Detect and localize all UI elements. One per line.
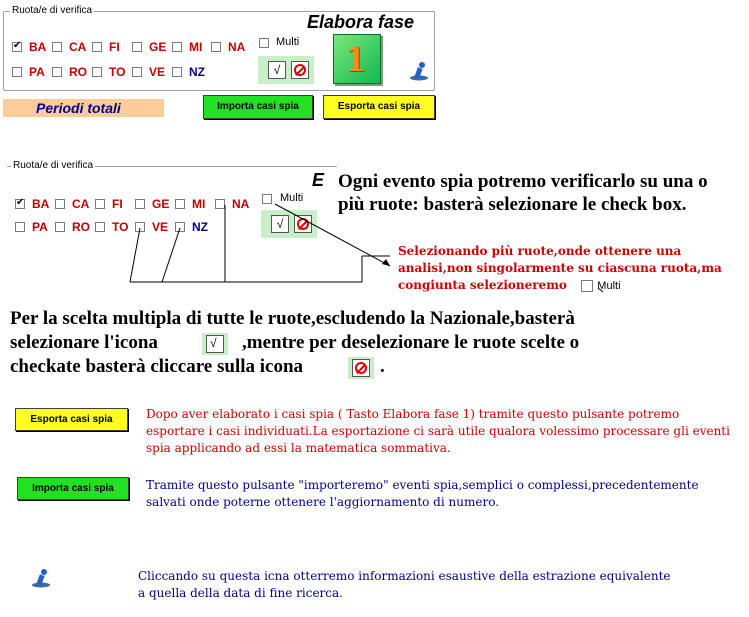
wheel2-label-ca: CA [72,197,90,211]
export-casi-spia-label-top: Esporta casi spia [337,101,421,112]
wheel2-label-ge: GE [152,197,170,211]
multi-note-checkbox [581,280,593,292]
multi2-label: Multi [280,192,304,204]
multiple-selection-line-3b: . [380,356,385,377]
wheel-group-title: Ruota/e di verifica [12,5,93,16]
wheel-label-ca: CA [69,40,87,54]
wheel-label-ge: GE [149,40,167,54]
info-icon-legend [31,568,51,588]
multi-note-body: Selezionando più ruote,onde ottenere una analisi,non singolarmente su ciascuna ruota,ma congiunta selezioneremo [398,244,722,292]
wheel-label-ve: VE [149,65,166,79]
multiple-selection-line-2a: selezionare l'icona [10,332,158,353]
export-description: Dopo aver elaborato i casi spia ( Tasto Elabora fase 1) tramite questo pulsante potremo esportare i casi individuati.La esportazione ci sarà utile qualora volessimo processare gli eventi spia applicando ad essi la matematica sommativa. [146,407,730,455]
export-casi-spia-label: Esporta casi spia [30,414,113,425]
wheel-label-to: TO [109,65,126,79]
import-casi-spia-button[interactable] [17,477,129,500]
periodi-totali-label: Periodi totali [36,100,121,116]
wheel2-label-to: TO [112,220,129,234]
inline-no-entry-icon [355,362,367,374]
wheel2-label-pa: PA [32,220,48,234]
export-casi-spia-button[interactable] [15,408,128,431]
elabora-fase-heading: Elabora fase [307,12,415,32]
wheel2-label-ro: RO [72,220,90,234]
wheel2-label-fi: FI [112,197,123,211]
import-casi-spia-label-top: Importa casi spia [217,101,299,112]
inline-check-glyph: √ [210,336,217,350]
select-all-button-2[interactable]: √ [271,215,289,233]
wheel2-label-mi: MI [192,197,206,211]
multi-note-text [398,243,734,295]
multiple-selection-line-3a: checkate basterà cliccare sulla icona [10,356,304,377]
inline-deselect-icon [352,359,370,377]
multi-label: Multi [276,36,300,48]
wheel-label-mi: MI [189,40,203,54]
wheel-label-ba: BA [29,40,47,54]
wheel-label-ro: RO [69,65,87,79]
wheel-group-second-title: Ruota/e di verifica [13,160,94,171]
wheel-label-fi: FI [109,40,120,54]
wheel2-label-ba: BA [32,197,50,211]
multi-note-label: Multi [597,280,621,292]
every-event-text: Ogni evento spia potremo verificarlo su una o più ruote: basterà selezionare le check box. [338,171,708,215]
info-description: Cliccando su questa icna otterremo informazioni esaustive della estrazione equivalente a quella della data di fine ricerca. [138,569,671,600]
wheel-label-pa: PA [29,65,45,79]
import-description: Tramite questo pulsante "importeremo" eventi spia,semplici o complessi,precedentemente salvati onde poterne ottenere l'aggiornamento di numero. [146,478,699,509]
wheel-label-nz: NZ [189,65,205,79]
import-casi-spia-label: Importa casi spia [32,483,114,494]
multiple-selection-line-2b: ,mentre per deselezionare le ruote scelte o [242,332,580,353]
wheel2-label-nz: NZ [192,220,208,234]
elabora-fase-number: 1 [346,38,365,80]
wheel-label-na: NA [228,40,246,54]
multiple-selection-line-1: Per la scelta multipla di tutte le ruote,escludendo la Nazionale,basterà [10,308,575,329]
wheel2-label-na: NA [232,197,250,211]
wheel2-label-ve: VE [152,220,169,234]
select-all-button[interactable]: √ [268,61,286,79]
second-partial-heading: E [312,170,325,190]
